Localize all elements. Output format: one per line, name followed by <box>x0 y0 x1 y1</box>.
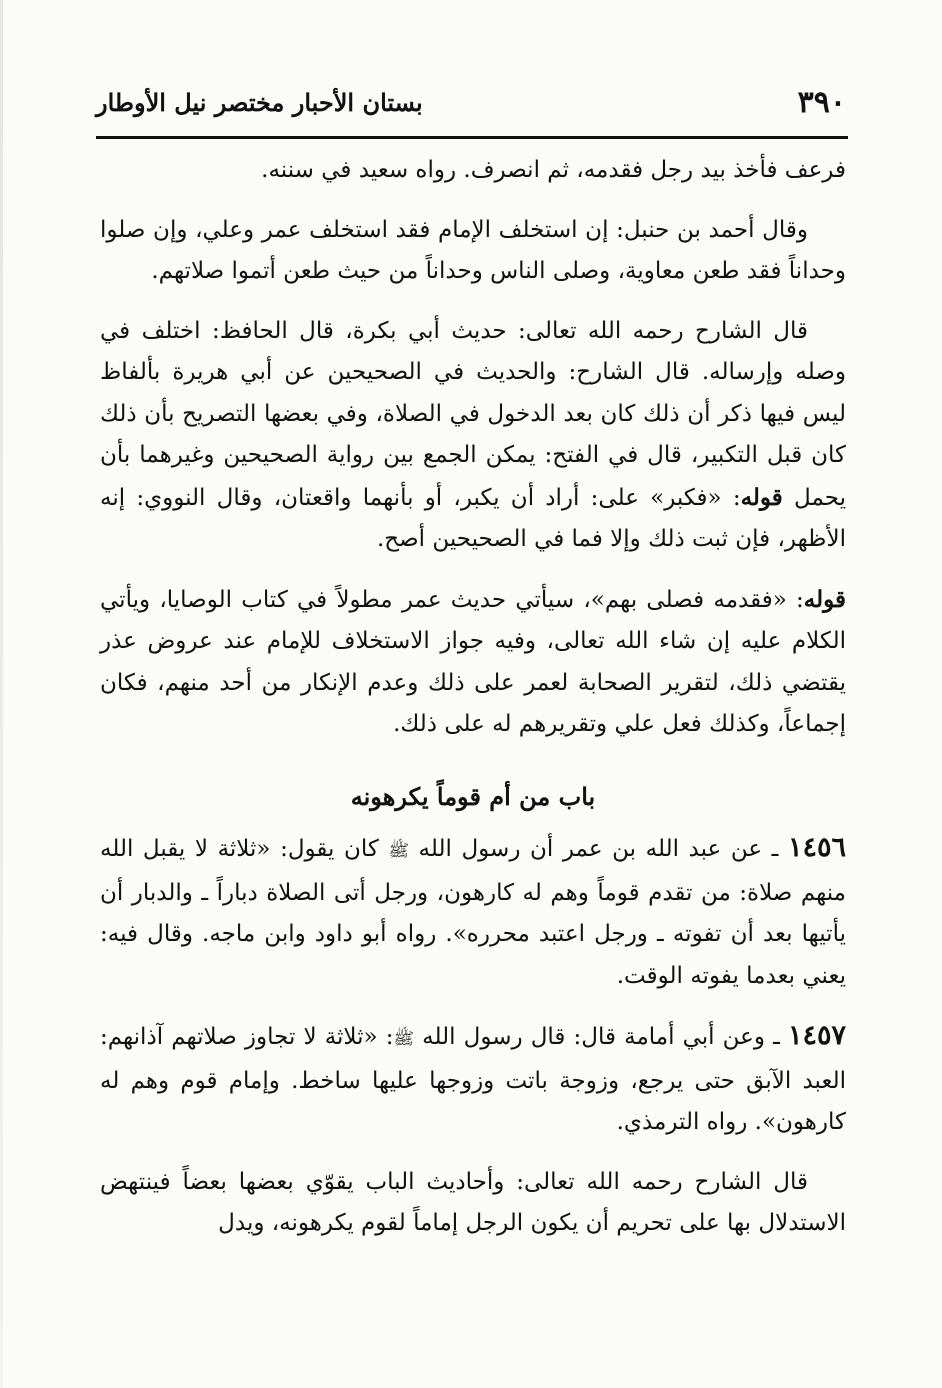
page-edge-shadow <box>0 0 3 1388</box>
page-body <box>100 150 846 1263</box>
paragraph-2-text: وقال أحمد بن حنبل: إن استخلف الإمام فقد استخلف عمر وعلي، وإن صلوا وحداناً فقد طعن معاوية، وصلى الناس وحداناً من حيث طعن أتموا صلاتهم. <box>100 216 846 284</box>
hadith-number-1457: ١٤٥٧ <box>788 1020 847 1051</box>
paragraph-3-text-a: قال الشارح رحمه الله تعالى: حديث أبي بكرة، قال الحافظ: اختلف في وصله وإرساله. قال الشارح: والحديث في الصحيحين عن أبي هريرة بألفاظ ليس فيها ذكر أن ذلك كان بعد الدخول في الصلاة، وفي بعضها التصريح بأن ذلك كان قبل التكبير، قال في الفتح: يمكن الجمع بين رواية الصحيحين وغيرهما بأن يحمل <box>100 317 846 511</box>
hadith-1456-text-b: كان يقول: «ثلاثة لا يقبل الله منهم صلاة: من تقدم قوماً وهم له كارهون، ورجل أتى الصلاة دباراً ـ والدبار أن يأتيها بعد أن تفوته ـ ورجل اعتبد محرره». رواه أبو داود وابن ماجه. وقال فيه: يعني بعدما يفوته الوقت. <box>100 836 846 989</box>
paragraph-1 <box>100 150 846 192</box>
hadith-1456 <box>100 827 846 997</box>
paragraph-2 <box>100 210 846 293</box>
hadith-1457-text-b: : «ثلاثة لا تجاوز صلاتهم آذانهم: العبد الآبق حتى يرجع، وزوجة باتت وزوجها عليها ساخط. وإمام قوم وهم له كارهون». رواه الترمذي. <box>100 1024 846 1135</box>
page-number: ٣٩٠ <box>797 85 846 120</box>
header-rule <box>96 136 848 139</box>
salutation-glyph: ﷺ <box>388 841 409 861</box>
salutation-glyph-2: ﷺ <box>393 1029 415 1049</box>
paragraph-4 <box>100 579 846 746</box>
hadith-1456-text-a: ـ عن عبد الله بن عمر أن رسول الله <box>408 836 788 862</box>
paragraph-4-text: : «فقدمه فصلى بهم»، سيأتي حديث عمر مطولاً في كتاب الوصايا، ويأتي الكلام عليه إن شاء الله تعالى، وفيه جواز الاستخلاف للإمام عند عروض عذر يقتضي ذلك، لتقرير الصحابة لعمر على ذلك وعدم الإنكار من أحد منهم، فكان إجماعاً، وكذلك فعل علي وتقريرهم له على ذلك. <box>100 586 846 737</box>
paragraph-1-text: فرعف فأخذ بيد رجل فقدمه، ثم انصرف. رواه سعيد في سننه. <box>261 157 846 183</box>
hadith-1457 <box>100 1015 846 1144</box>
qawluh-label-2: قوله <box>803 585 846 613</box>
paragraph-3 <box>100 311 846 561</box>
page-header <box>96 82 846 124</box>
paragraph-last-text: قال الشارح رحمه الله تعالى: وأحاديث الباب يقوّي بعضها بعضاً فينتهض الاستدلال بها على تحريم أن يكون الرجل إماماً لقوم يكرهونه، ويدل <box>100 1168 846 1236</box>
running-title: بستان الأحبار مختصر نيل الأوطار <box>96 88 423 117</box>
qawluh-label: قوله <box>740 483 783 511</box>
chapter-title: باب من أم قوماً يكرهونه <box>350 781 596 811</box>
paragraph-last <box>100 1162 846 1245</box>
hadith-number-1456: ١٤٥٦ <box>787 832 846 863</box>
hadith-1457-text-a: ـ وعن أبي أمامة قال: قال رسول الله <box>414 1024 788 1050</box>
paragraph-3-text-b: : «فكبر» على: أراد أن يكبر، أو بأنهما واقعتان، وقال النووي: إنه الأظهر، فإن ثبت ذلك وإلا فما في الصحيحين أصح. <box>100 484 846 552</box>
